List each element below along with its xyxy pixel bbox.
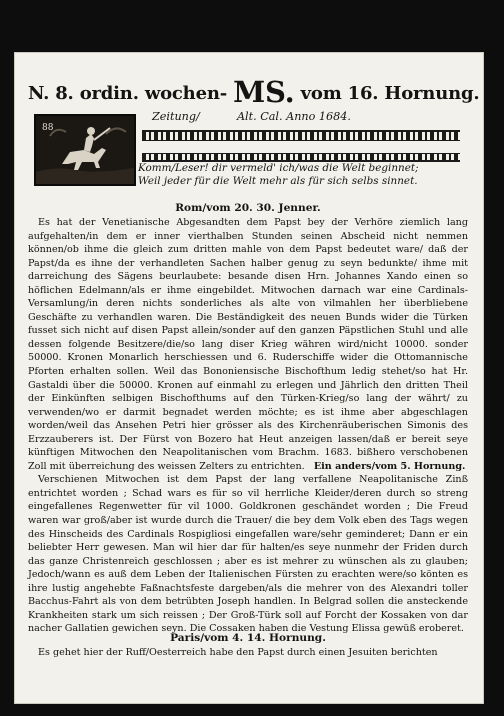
motto-verse	[138, 162, 468, 188]
woodcut-number: 88	[42, 123, 54, 133]
masthead-ms: MS.	[233, 75, 295, 109]
ornamental-border	[142, 130, 460, 162]
woodcut-illustration	[34, 114, 136, 186]
issue-date: vom 16. Hornung.	[300, 83, 480, 104]
paragraph-paris	[28, 646, 468, 660]
masthead	[28, 75, 480, 110]
dateline-paris: Paris/vom 4. 14. Hornung.	[170, 632, 326, 644]
page-content	[24, 66, 480, 696]
paragraph-rome	[28, 216, 468, 473]
issue-number: N. 8. ordin. wochen-	[28, 83, 227, 104]
paragraph-rome-text: Es hat der Venetianische Abgesandten dem Papst bey der Verhöre ziemlich lang aufgehalten/in dem er inner vierthalben Stunden seinen Abscheid nicht nemmen können/ob ihme die gleich zum dritten mahle von dem Papst bedeutet ware/ daß der Papst/da es ihne der verhandleten Sachen halber genug zu seyn bedunkte/ ihme mit darreichung des Sägens beurlaubete: besande disen Hrn. Johannes Xando einen so höflichen Edelmann/als er ihme eingebildet. Mitwochen darnach war eine Cardinals-Versamlung/in deren nichts sonderliches als alte von vilmahlen her überbliebene Geschäfte zu verhandlen waren. Die Beständigkeit des neuen Bunds wider die Türken fusset sich nicht auf disen Papst allein/sonder auf den ganzen Päpstlichen Stuhl und alle dessen folgende Besitzere/die/so lang diser Krieg währen wird/nicht 10000. sonder 50000. Kronen Monarlich herschiessen und 6. Ruderschiffe wider die Ottomannische Pforten erhalten sollen. Weil das Bononiensische Bischofthum ledig stehet/so hat Hr. Gastaldi über die 50000. Kronen auf einmahl zu erlegen und Jährlich den dritten Theil der Einkünften selbigen Bischofthums auf den Türken-Krieg/so lang der währt/ zu verwenden/wo er darmit begnadet werden möchte; es ist ihme aber abgeschlagen worden/weil das Ansehen Petri hier grösser als des Kirchenräuberischen Simonis des Erzzauberers ist. Der Fürst von Bozero hat Heut anzeigen lassen/daß er bereit seye künftigen Mitwochen den Neapolitanischen vom Brachm. 1683. bißhero verschobenen Zoll mit überreichung des weissen Zelters zu entrichten.	[28, 217, 468, 472]
verse-line-1: Komm/Leser! dir vermeld' ich/was die Welt beginnet;	[138, 162, 419, 174]
masthead-subline	[152, 110, 472, 123]
paragraph-paris-text: Es gehet hier der Ruff/Oesterreich habe den Papst durch einen Jesuiten berichten	[38, 647, 438, 658]
dateline-rome: Rom/vom 20. 30. Jenner.	[175, 202, 321, 214]
masthead-word: Zeitung/	[152, 110, 200, 123]
woodcut-horseman-icon	[36, 116, 134, 184]
newspaper-page	[14, 52, 484, 704]
article-body	[28, 216, 468, 636]
paragraph-second: Verschienen Mitwochen ist dem Papst der lang verfallene Neapolitanische Zinß entrichtet worden ; Schad wars es für so vil herrliche Kleider/deren durch so streng eingefallenes Regenwetter für vil 1000. Goldkronen geschändet worden ; Die Freud waren war groß/aber ist wurde durch die Trauer/ die bey dem Volk eben des Tags wegen des Hinscheids des Cardinals Rospigliosi eingefallen ware/sehr geminderet; Dann er ein beliebter Herr gewesen. Man wil hier dar für halten/es seye nunmehr der Friden durch das ganze Christenreich geschlossen ; aber es ist mehrer zu wünschen als zu glauben; Jedoch/wann es auß dem Leben der Italienischen Fürsten zu erachten were/so könten es ihre lustig angehebte Faßnachtsfeste dargeben/als die mehrer von des Alexandri toller Bacchus-Fahrt als von dem betrübten Joseph handlen. In Belgrad sollen die ansteckende Krankheiten stark um sich reissen ; Der Groß-Türk soll auf Forcht der Kossaken von dar nacher Gallatien gewichen seyn. Die Cossaken haben die Vestung Elissa gewüß eroberet.	[28, 474, 468, 635]
verse-line-2: Weil jeder für die Welt mehr als für sich selbs sinnet.	[138, 175, 418, 187]
calendar-year: Alt. Cal. Anno 1684.	[236, 110, 351, 123]
dateline-inline: Ein anders/vom 5. Hornung.	[313, 460, 466, 472]
